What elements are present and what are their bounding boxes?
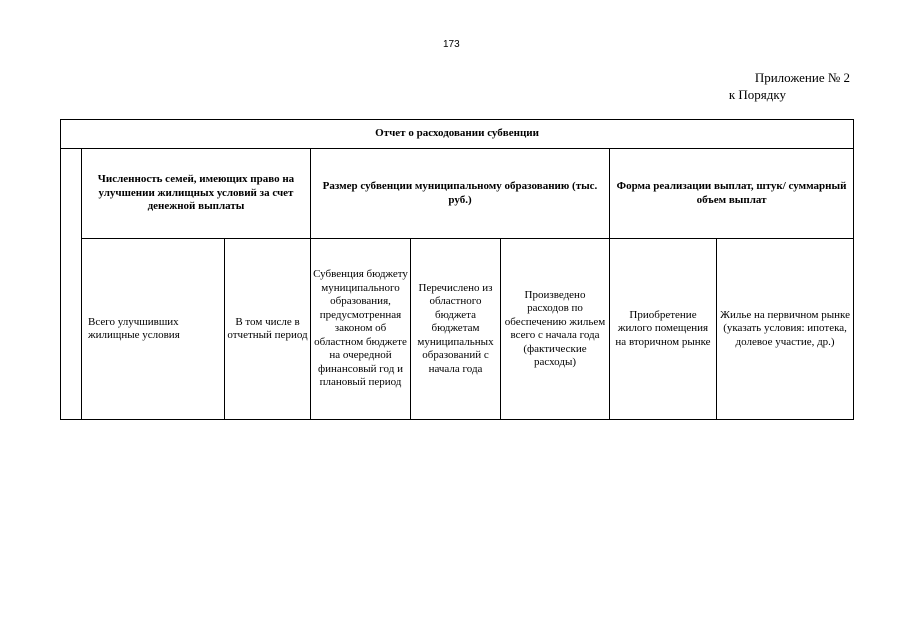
column-secondary-market: Приобретение жилого помещения на вторичном рынке xyxy=(610,239,717,420)
appendix-subtitle: к Порядку xyxy=(728,87,786,102)
page-number: 173 xyxy=(443,39,460,50)
column-primary-market: Жилье на первичном рынке (указать условия: ипотека, долевое участие, др.) xyxy=(717,239,854,420)
column-reporting-period: В том числе в отчетный период xyxy=(225,239,311,420)
column-spent: Произведено расходов по обеспечению жильем всего с начала года (фактические расходы) xyxy=(501,239,610,420)
column-total-improved: Всего улучшивших жилищные условия xyxy=(82,239,225,420)
header-payment-form: Форма реализации выплат, штук/ суммарный объем выплат xyxy=(610,149,854,239)
header-subvention: Размер субвенции муниципальному образованию (тыс. руб.) xyxy=(311,149,610,239)
appendix-title: Приложение № 2 xyxy=(754,70,850,85)
header-families: Численность семей, имеющих право на улучшении жилищных условий за счет денежной выплаты xyxy=(82,149,311,239)
column-transferred: Перечислено из областного бюджета бюджетам муниципальных образований с начала года xyxy=(411,239,501,420)
column-budget-subvention: Субвенция бюджету муниципального образования, предусмотренная законом об областном бюджете на очередной финансовый год и плановый период xyxy=(311,239,411,420)
empty-margin-cell xyxy=(61,149,82,420)
report-title: Отчет о расходовании субвенции xyxy=(61,120,854,149)
report-table xyxy=(60,119,854,420)
appendix-header xyxy=(729,69,850,103)
